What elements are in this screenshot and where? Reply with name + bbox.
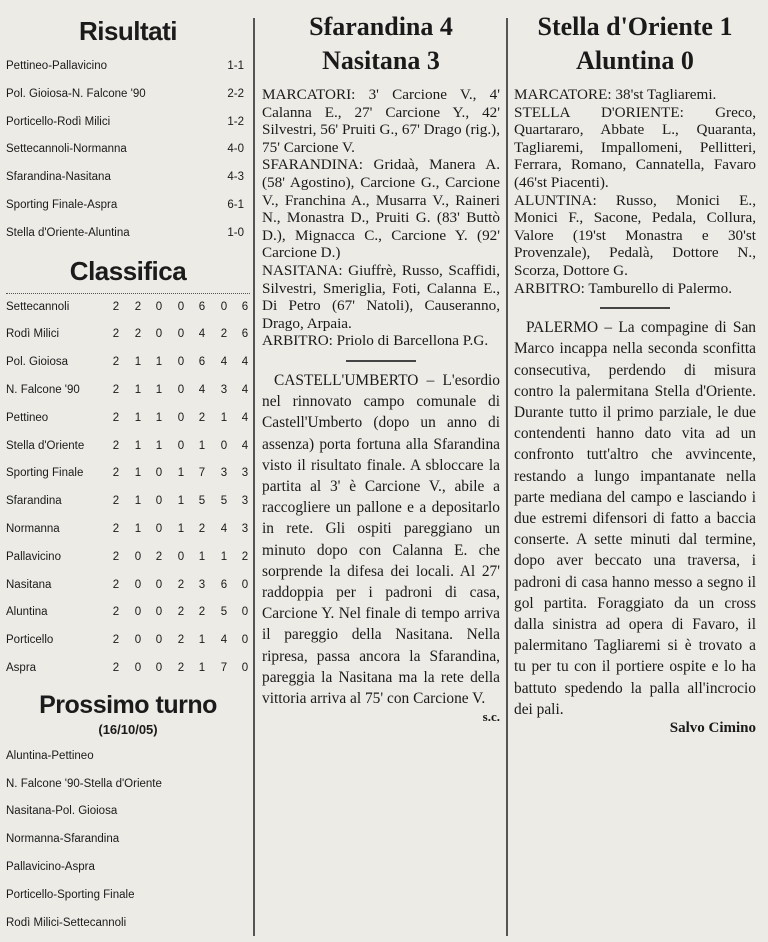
standings-team: Normanna: [6, 522, 60, 535]
standings-row: [6, 460, 250, 488]
standings-value: 1: [134, 467, 142, 480]
standings-value: 6: [198, 300, 206, 313]
article-signature: s.c.: [482, 709, 500, 725]
result-score: 1-2: [227, 115, 244, 128]
standings-value: 1: [177, 522, 185, 535]
standings-value: 4: [198, 328, 206, 341]
result-score: 6-1: [227, 198, 244, 211]
standings-value: 2: [112, 606, 120, 619]
result-score: 2-2: [227, 87, 244, 100]
standings-value: 2: [241, 550, 249, 563]
standings-value: 2: [112, 495, 120, 508]
standings-value: 2: [112, 300, 120, 313]
standings-value: 2: [112, 634, 120, 647]
risultati-heading: Risultati: [78, 16, 178, 46]
standings-value: 1: [198, 550, 206, 563]
standings-value: 0: [155, 578, 163, 591]
standings-team: Sporting Finale: [6, 467, 84, 480]
result-match: Sporting Finale-Aspra: [6, 198, 118, 211]
standings-team: Settecannoli: [6, 300, 70, 313]
result-match: Sfarandina-Nasitana: [6, 171, 111, 184]
standings-value: 2: [134, 300, 142, 313]
standings-value: 6: [198, 356, 206, 369]
standings-value: 5: [220, 495, 228, 508]
result-match: Settecannoli-Normanna: [6, 143, 127, 156]
standings-value: 3: [241, 467, 249, 480]
standings-value: 0: [220, 300, 228, 313]
standings-team: Porticello: [6, 634, 54, 647]
next-fixture: Pallavicino-Aspra: [6, 860, 95, 873]
next-fixture: Porticello-Sporting Finale: [6, 888, 135, 901]
match-title-away: Aluntina 0: [576, 46, 694, 75]
standings-value: 4: [241, 356, 249, 369]
result-score: 4-3: [227, 171, 244, 184]
standings-value: 2: [155, 550, 163, 563]
standings-value: 2: [112, 550, 120, 563]
standings-value: 0: [177, 550, 185, 563]
standings-value: 5: [220, 606, 228, 619]
standings-value: 0: [134, 606, 142, 619]
standings-row: [6, 377, 250, 405]
result-row: [6, 220, 250, 248]
referee-paragraph: ARBITRO: Tamburello di Palermo.: [514, 279, 733, 297]
result-row: [6, 192, 250, 220]
standings-value: 1: [134, 495, 142, 508]
standings-value: 2: [112, 439, 120, 452]
standings-value: 1: [198, 439, 206, 452]
standings-value: 0: [241, 634, 249, 647]
home-lineup-paragraph: SFARANDINA: Gridaà, Manera A. (58' Agostino), Carcione G., Carcione V., Franchina A., Musarra V., Raineri N., Monastra D., Pruiti G. (83' Buttò D.), Mignacca C., Carcione Y. (92' Carcione D.): [262, 156, 500, 262]
result-row: [6, 81, 250, 109]
standings-row: [6, 321, 250, 349]
standings-team: Pettineo: [6, 411, 49, 424]
article-body: CASTELL'UMBERTO – L'esordio nel rinnovato campo comunale di Castell'Umberto (dopo un anno di assenza) porta fortuna alla Sfarandina visto il risultato finale. A sbloccare la partita al 3' è Carcione V., abile a raccogliere un pallone e a depositarlo in rete. Gli ospiti pareggiano un minuto dopo con Calanna E. che sorprende la difesa dei locali. Al 27' raddoppia per i padroni di casa, Carcione Y. Nel finale di tempo arriva il pareggio della Nasitana. Nella ripresa, passa ancora la Sfarandina, pareggia la Nasitana ma la rete della vittoria arriva al 75' con Carcione V.: [262, 371, 500, 707]
standings-value: 4: [241, 383, 249, 396]
standings-value: 2: [177, 578, 185, 591]
away-lineup-paragraph: ALUNTINA: Russo, Monici E., Monici F., Sacone, Pedala, Collura, Valore (19'st Monastra e 30'st Provenzale), Pedalà, Dottore N., Scorza, Dottore G.: [514, 191, 756, 279]
standings-team: Nasitana: [6, 578, 52, 591]
standings-value: 0: [155, 634, 163, 647]
standings-value: 0: [177, 328, 185, 341]
standings-value: 0: [177, 411, 185, 424]
standings-value: 0: [177, 383, 185, 396]
match-title-home: Sfarandina 4: [309, 12, 453, 41]
section-divider: [600, 307, 670, 309]
standings-team: Sfarandina: [6, 495, 62, 508]
standings-value: 0: [134, 550, 142, 563]
result-score: 1-0: [227, 226, 244, 239]
standings-value: 4: [241, 439, 249, 452]
standings-team: Stella d'Oriente: [6, 439, 85, 452]
standings-value: 0: [155, 606, 163, 619]
standings-value: 3: [241, 495, 249, 508]
standings-row: [6, 516, 250, 544]
standings-value: 0: [155, 661, 163, 674]
standings-team: Aspra: [6, 661, 37, 674]
standings-value: 1: [220, 550, 228, 563]
standings-value: 1: [134, 522, 142, 535]
standings-value: 2: [134, 328, 142, 341]
result-match: Pettineo-Pallavicino: [6, 60, 108, 72]
standings-value: 0: [155, 300, 163, 313]
classifica-table: [6, 293, 250, 683]
standings-value: 2: [112, 467, 120, 480]
standings-value: 1: [198, 661, 206, 674]
standings-row: [6, 349, 250, 377]
standings-value: 1: [177, 467, 185, 480]
standings-value: 1: [155, 383, 163, 396]
standings-value: 5: [198, 495, 206, 508]
standings-value: 2: [112, 383, 120, 396]
standings-row: [6, 293, 250, 322]
standings-value: 1: [134, 411, 142, 424]
standings-value: 4: [220, 522, 228, 535]
article-signature: Salvo Cimino: [669, 719, 756, 736]
scorers-paragraph: MARCATORE: 38'st Tagliaremi.: [514, 86, 717, 103]
standings-value: 3: [220, 467, 228, 480]
result-match: Stella d'Oriente-Aluntina: [6, 226, 130, 239]
standings-value: 1: [134, 439, 142, 452]
standings-value: 2: [177, 634, 185, 647]
section-divider: [346, 360, 416, 362]
standings-value: 1: [134, 356, 142, 369]
standings-row: [6, 405, 250, 433]
standings-value: 2: [112, 578, 120, 591]
standings-row: [6, 599, 250, 627]
standings-value: 2: [112, 328, 120, 341]
standings-team: Pallavicino: [6, 550, 61, 563]
standings-value: 0: [155, 467, 163, 480]
result-row: [6, 136, 250, 164]
next-fixture: Aluntina-Pettineo: [6, 749, 94, 762]
standings-value: 0: [241, 578, 249, 591]
next-fixture: Nasitana-Pol. Gioiosa: [6, 805, 118, 818]
standings-row: [6, 572, 250, 600]
column-divider: [253, 18, 255, 936]
result-match: Porticello-Rodì Milici: [6, 115, 111, 128]
standings-value: 6: [241, 300, 249, 313]
standings-row: [6, 544, 250, 572]
standings-value: 6: [220, 578, 228, 591]
next-fixture: Normanna-Sfarandina: [6, 833, 120, 846]
prossimo-turno-heading: Prossimo turno: [39, 690, 217, 719]
result-row: [6, 109, 250, 137]
result-score: 1-1: [227, 60, 244, 72]
standings-team: Rodì Milici: [6, 328, 60, 341]
prossimo-turno-list: [6, 743, 250, 938]
article-body: PALERMO – La compagine di San Marco incappa nella seconda sconfitta consecutiva, perdendo di misura contro la palermitana Stella d'Oriente. Durante tutto il primo parziale, le due contendenti hanno dato vita ad un confronto tutt'altro che avvincente, restando a lungo impantanate nella parte mediana del campo e lasciando i due estremi difensori di fatto a baccia conserte. A sette minuti dal termine, dopo aver beccato una traversa, i padroni di casa hanno messo a segno il gol partita. Foraggiato da un cross dalla sinistra ad opera di Favaro, il palermitano Tagliaremi si è trovato a tu per tu con il portiere ospite e lo ha battuto spedendo la palla all'incrocio dei pali.: [514, 319, 756, 718]
standings-value: 3: [220, 383, 228, 396]
standings-value: 4: [198, 383, 206, 396]
standings-value: 0: [177, 439, 185, 452]
standings-row: [6, 655, 250, 683]
classifica-heading: Classifica: [69, 255, 187, 286]
standings-value: 3: [241, 522, 249, 535]
standings-value: 0: [134, 634, 142, 647]
away-lineup-paragraph: NASITANA: Giuffrè, Russo, Scaffidi, Silvestri, Smeriglia, Foti, Calanna E., Di Petro (67' Natoli), Causeranno, Drago, Arpaia.: [262, 261, 500, 332]
standings-value: 0: [241, 606, 249, 619]
result-score: 4-0: [227, 143, 244, 156]
standings-value: 2: [198, 522, 206, 535]
standings-team: Pol. Gioiosa: [6, 356, 69, 369]
standings-value: 2: [112, 522, 120, 535]
column-divider: [506, 18, 508, 936]
standings-value: 0: [241, 661, 249, 674]
standings-row: [6, 488, 250, 516]
standings-value: 0: [177, 300, 185, 313]
standings-value: 2: [220, 328, 228, 341]
standings-team: N. Falcone '90: [6, 383, 80, 396]
match-title-away: Nasitana 3: [322, 46, 440, 75]
prossimo-turno-date: (16/10/05): [98, 721, 158, 737]
standings-value: 2: [112, 661, 120, 674]
scorers-paragraph: MARCATORI: 3' Carcione V., 4' Calanna E., 27' Carcione Y., 42' Silvestri, 56' Pruiti G., 67' Drago (rig.), 75' Carcione V.: [262, 86, 500, 156]
standings-value: 6: [241, 328, 249, 341]
standings-value: 4: [220, 356, 228, 369]
home-lineup-paragraph: STELLA D'ORIENTE: Greco, Quartararo, Abbate L., Quaranta, Tagliaremi, Impallomeni, Pellitteri, Ferrara, Romano, Cannatella, Favaro (46'st Piacenti).: [514, 103, 756, 191]
next-fixture: N. Falcone '90-Stella d'Oriente: [6, 777, 162, 790]
standings-value: 0: [177, 356, 185, 369]
next-fixture: Rodì Milici-Settecannoli: [6, 916, 127, 929]
standings-value: 1: [134, 383, 142, 396]
standings-value: 3: [198, 578, 206, 591]
match-report-sfarandina: [262, 10, 500, 725]
standings-value: 7: [220, 661, 228, 674]
standings-value: 2: [177, 661, 185, 674]
standings-column: [6, 6, 250, 937]
standings-value: 2: [112, 411, 120, 424]
standings-value: 7: [198, 467, 206, 480]
standings-row: [6, 433, 250, 461]
standings-value: 0: [155, 495, 163, 508]
standings-value: 2: [198, 411, 206, 424]
result-row: [6, 164, 250, 192]
standings-value: 0: [134, 578, 142, 591]
standings-team: Aluntina: [6, 606, 48, 619]
standings-value: 4: [241, 411, 249, 424]
referee-paragraph: ARBITRO: Priolo di Barcellona P.G.: [262, 332, 489, 350]
standings-row: [6, 627, 250, 655]
result-row: [6, 53, 250, 81]
risultati-list: [6, 53, 250, 248]
standings-value: 2: [177, 606, 185, 619]
standings-value: 1: [198, 634, 206, 647]
standings-value: 1: [177, 495, 185, 508]
standings-value: 1: [220, 411, 228, 424]
standings-value: 0: [220, 439, 228, 452]
standings-value: 0: [134, 661, 142, 674]
standings-value: 0: [155, 522, 163, 535]
standings-value: 2: [112, 356, 120, 369]
match-title-home: Stella d'Oriente 1: [537, 12, 733, 41]
standings-value: 4: [220, 634, 228, 647]
match-report-stella: [514, 10, 756, 737]
result-match: Pol. Gioiosa-N. Falcone '90: [6, 87, 146, 100]
standings-value: 1: [155, 411, 163, 424]
standings-value: 2: [198, 606, 206, 619]
standings-value: 1: [155, 356, 163, 369]
standings-value: 1: [155, 439, 163, 452]
standings-value: 0: [155, 328, 163, 341]
